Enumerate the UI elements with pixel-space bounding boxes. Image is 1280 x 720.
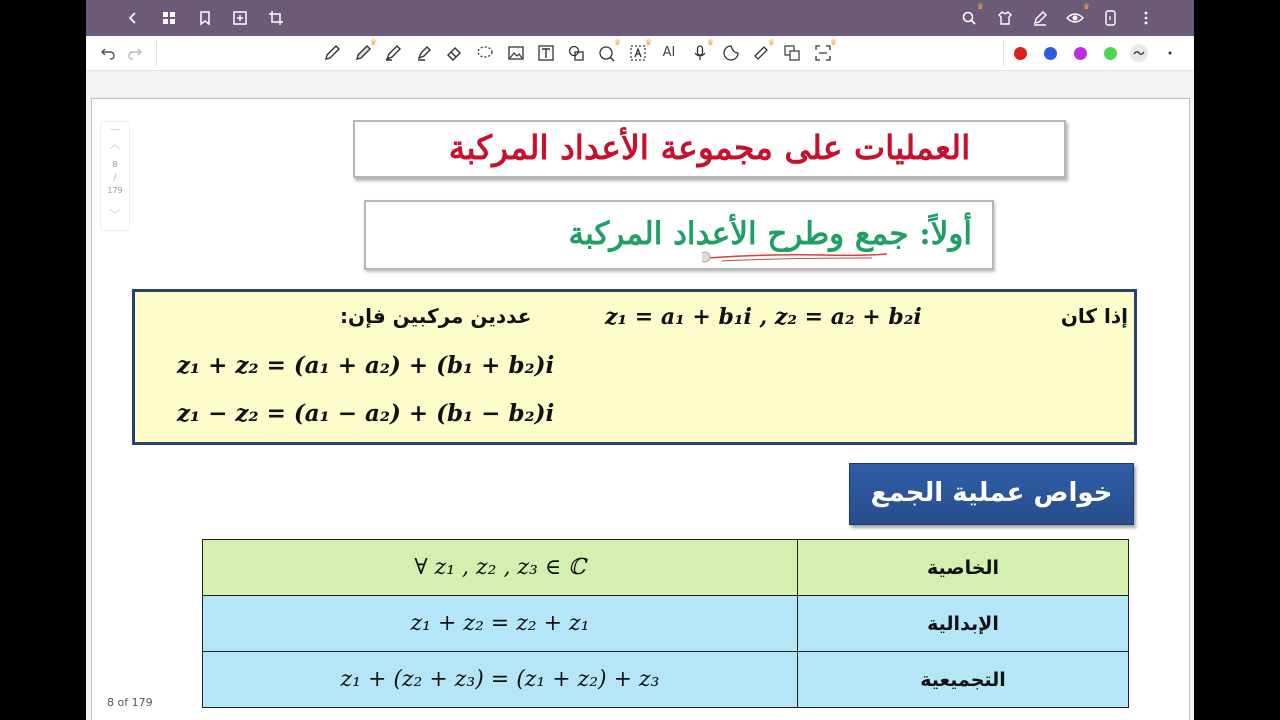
more-icon[interactable] [1137, 9, 1155, 27]
search-icon[interactable]: ♛ [960, 9, 978, 27]
given-numbers: z₁ = a₁ + b₁i , z₂ = a₂ + b₂i [605, 304, 922, 330]
two-complex-label: عددين مركبين فإن: [340, 304, 532, 328]
marker-icon[interactable] [384, 44, 402, 62]
property-name: الإبدالية [798, 596, 1129, 652]
page-scroller[interactable] [100, 121, 130, 231]
dot-icon[interactable] [1161, 44, 1179, 62]
bookmark-icon[interactable] [196, 9, 214, 27]
if-label: إذا كان [1060, 304, 1128, 328]
color-green[interactable] [1104, 47, 1117, 60]
color-blue[interactable] [1044, 47, 1057, 60]
handwritten-underline [702, 249, 892, 263]
property-name: الخاصية [798, 540, 1129, 596]
document-area [86, 71, 1194, 720]
definition-box [132, 289, 1137, 445]
pager-total: 179 [107, 186, 123, 195]
sticker-icon[interactable] [722, 44, 740, 62]
eraser-icon[interactable] [445, 44, 463, 62]
shape-icon[interactable] [567, 44, 585, 62]
toolbar-separator [156, 40, 157, 66]
page [91, 98, 1190, 720]
properties-table [202, 539, 1129, 708]
page-number-label: 8 of 179 [107, 696, 153, 709]
color-red[interactable] [1014, 47, 1027, 60]
tape-icon[interactable]: ♛ [752, 44, 770, 62]
crop-icon[interactable] [267, 9, 285, 27]
toolbar-separator [1003, 40, 1004, 66]
top-bar [86, 0, 1194, 36]
stroke-icon[interactable] [1130, 44, 1148, 62]
text-recognize-icon[interactable]: ♛ [629, 44, 647, 62]
redo-icon[interactable] [126, 44, 144, 62]
scan-icon[interactable]: ♛ [814, 44, 832, 62]
table-row [203, 540, 1129, 596]
property-name: التجميعية [798, 652, 1129, 708]
ai-label[interactable]: AI [662, 45, 676, 60]
highlighter-icon[interactable] [415, 44, 433, 62]
addition-properties-heading: خواص عملية الجمع [849, 463, 1134, 525]
chevron-up-icon[interactable]: ︿ [110, 140, 120, 151]
property-expression: ∀ z₁ , z₂ , z₃ ∈ ℂ [203, 540, 798, 596]
difference-formula: z₁ − z₂ = (a₁ − a₂) + (b₁ − b₂)i [177, 400, 555, 427]
main-title: العمليات على مجموعة الأعداد المركبة [353, 120, 1066, 178]
notes-app [86, 0, 1194, 720]
grid-icon[interactable] [160, 9, 178, 27]
pencil-icon[interactable]: ♛ [354, 44, 372, 62]
sum-formula: z₁ + z₂ = (a₁ + a₂) + (b₁ + b₂)i [177, 352, 555, 379]
color-purple[interactable] [1074, 47, 1087, 60]
drawing-toolbar [86, 36, 1194, 71]
image-icon[interactable] [507, 44, 525, 62]
sub-title: أولاً: جمع وطرح الأعداد المركبة [364, 200, 994, 270]
pager-current: 8 [112, 160, 118, 169]
add-page-icon[interactable] [231, 9, 249, 27]
shirt-icon[interactable] [996, 9, 1014, 27]
translate-icon[interactable] [783, 44, 801, 62]
chevron-down-icon[interactable]: ﹀ [110, 210, 120, 221]
back-icon[interactable] [124, 9, 142, 27]
table-row [203, 652, 1129, 708]
mic-icon[interactable]: ♛ [691, 44, 709, 62]
phone-icon[interactable] [1101, 9, 1119, 27]
ocr-icon[interactable]: ♛ [598, 44, 616, 62]
undo-icon[interactable] [99, 44, 117, 62]
pager-slash: / [113, 173, 117, 182]
pen-edit-icon[interactable] [1031, 9, 1049, 27]
lasso-icon[interactable] [476, 44, 494, 62]
eye-icon[interactable]: ♛ [1066, 9, 1084, 27]
pen-icon[interactable] [323, 44, 341, 62]
property-expression: z₁ + (z₂ + z₃) = (z₁ + z₂) + z₃ [203, 652, 798, 708]
scroll-handle[interactable]: — [110, 124, 120, 135]
property-expression: z₁ + z₂ = z₂ + z₁ [203, 596, 798, 652]
table-row [203, 596, 1129, 652]
text-icon[interactable] [537, 44, 555, 62]
